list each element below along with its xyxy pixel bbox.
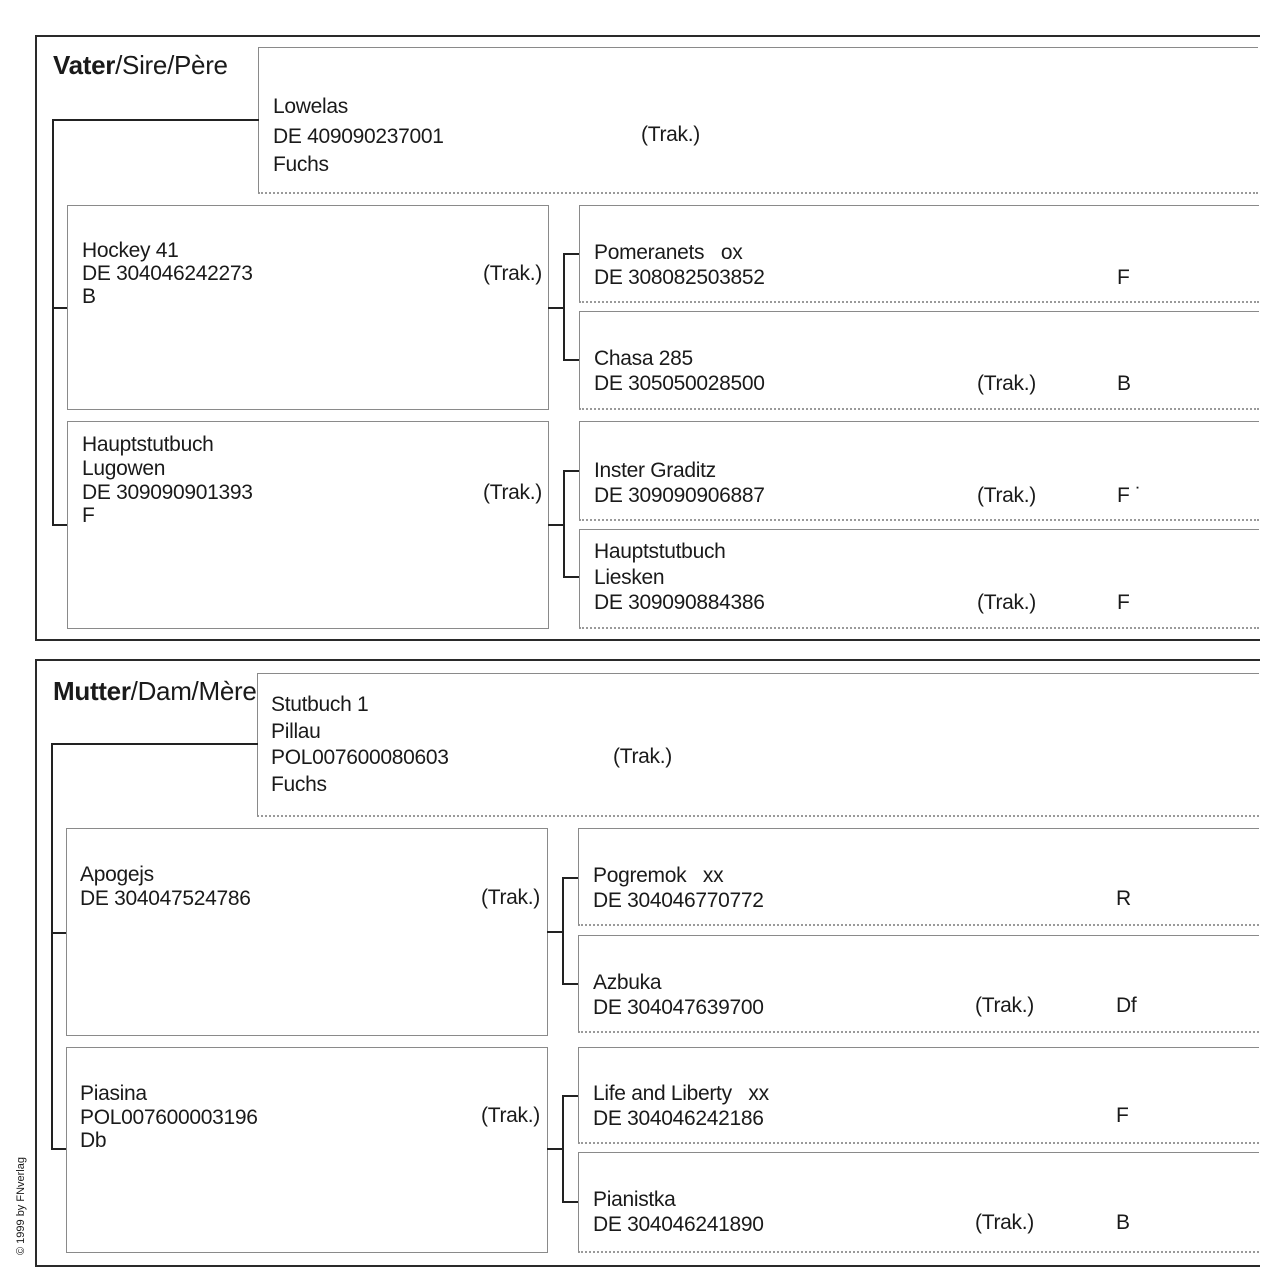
ggp-name: Inster Graditz bbox=[594, 459, 716, 482]
sire-sire-reg: DE 304046242273 bbox=[82, 262, 253, 285]
sire-dam-line2: Lugowen bbox=[82, 457, 166, 480]
ggp-reg: DE 309090884386 bbox=[594, 591, 765, 614]
dam-sire-trak: (Trak.) bbox=[481, 886, 540, 909]
sire-section-title bbox=[53, 50, 228, 80]
ggp-trak: (Trak.) bbox=[975, 1211, 1034, 1234]
ggp-trak: (Trak.) bbox=[977, 372, 1036, 395]
dam-color: Fuchs bbox=[271, 773, 327, 796]
ggp-name: Chasa 285 bbox=[594, 347, 693, 370]
connector bbox=[562, 1095, 564, 1203]
sire-dam-reg: DE 309090901393 bbox=[82, 481, 253, 504]
title-bold: Vater bbox=[53, 50, 116, 80]
dam-dam-box bbox=[66, 1047, 548, 1253]
connector bbox=[51, 743, 53, 1150]
dam-dam-trak: (Trak.) bbox=[481, 1104, 540, 1127]
ggp-color: F ˙ bbox=[1117, 484, 1142, 507]
connector bbox=[562, 1095, 579, 1097]
sire-sire-name: Hockey 41 bbox=[82, 239, 179, 262]
dam-reg: POL007600080603 bbox=[271, 746, 449, 769]
ggp-name: Pianistka bbox=[593, 1188, 676, 1211]
ggp-name: Azbuka bbox=[593, 971, 662, 994]
dam-line1: Stutbuch 1 bbox=[271, 693, 369, 716]
ggp-color: F bbox=[1116, 1104, 1129, 1127]
connector bbox=[52, 119, 259, 121]
ggp-reg: DE 308082503852 bbox=[594, 266, 765, 289]
connector bbox=[51, 743, 258, 745]
connector bbox=[563, 253, 565, 361]
title-rest: /Sire/Père bbox=[115, 50, 228, 80]
connector bbox=[51, 932, 67, 934]
ggp-color: Df bbox=[1116, 994, 1137, 1017]
connector bbox=[562, 877, 579, 879]
dam-dam-reg: POL007600003196 bbox=[80, 1106, 258, 1129]
ggp-reg: DE 304046242186 bbox=[593, 1107, 764, 1130]
dam-trak: (Trak.) bbox=[613, 745, 672, 768]
sire-dam-trak: (Trak.) bbox=[483, 481, 542, 504]
ggp-color: F bbox=[1117, 591, 1130, 614]
connector bbox=[562, 1201, 579, 1203]
ggp-color: R bbox=[1116, 887, 1131, 910]
ggp-color: F bbox=[1117, 266, 1130, 289]
connector bbox=[562, 983, 579, 985]
connector bbox=[563, 470, 565, 578]
ggp-color: B bbox=[1117, 372, 1131, 395]
connector bbox=[563, 253, 580, 255]
connector bbox=[52, 307, 68, 309]
ggp-name: Pogremok xx bbox=[593, 864, 724, 887]
sire-dam-color: F bbox=[82, 504, 95, 527]
ggp-color: B bbox=[1116, 1211, 1130, 1234]
connector bbox=[563, 470, 580, 472]
dam-dam-name: Piasina bbox=[80, 1082, 147, 1105]
ggp-name: Life and Liberty xx bbox=[593, 1082, 769, 1105]
ggp-reg: DE 304046770772 bbox=[593, 889, 764, 912]
dam-section-title bbox=[53, 676, 257, 706]
ggp-reg: DE 309090906887 bbox=[594, 484, 765, 507]
dam-sire-box bbox=[66, 828, 548, 1036]
connector bbox=[563, 576, 580, 578]
copyright-note: © 1999 by FNverlag bbox=[15, 1157, 27, 1255]
connector bbox=[52, 119, 54, 526]
sire-dam-line1: Hauptstutbuch bbox=[82, 433, 214, 456]
dam-sire-reg: DE 304047524786 bbox=[80, 887, 251, 910]
ggp-trak: (Trak.) bbox=[977, 484, 1036, 507]
dam-dam-color: Db bbox=[80, 1129, 107, 1152]
sire-name: Lowelas bbox=[273, 95, 348, 118]
ggp-reg: DE 304047639700 bbox=[593, 996, 764, 1019]
sire-reg: DE 409090237001 bbox=[273, 125, 444, 148]
sire-sire-trak: (Trak.) bbox=[483, 262, 542, 285]
sire-sire-color: B bbox=[82, 285, 96, 308]
sire-sire-box bbox=[67, 205, 549, 410]
ggp-line1: Hauptstutbuch bbox=[594, 540, 726, 563]
dam-name: Pillau bbox=[271, 720, 321, 743]
connector bbox=[51, 1148, 67, 1150]
connector bbox=[562, 877, 564, 985]
title-bold: Mutter bbox=[53, 676, 131, 706]
title-rest: /Dam/Mère bbox=[130, 676, 257, 706]
sire-trak: (Trak.) bbox=[641, 123, 700, 146]
ggp-reg: DE 305050028500 bbox=[594, 372, 765, 395]
dam-sire-name: Apogejs bbox=[80, 863, 154, 886]
sire-box bbox=[258, 47, 1258, 194]
ggp-name: Liesken bbox=[594, 566, 665, 589]
connector bbox=[563, 359, 580, 361]
sire-color: Fuchs bbox=[273, 153, 329, 176]
ggp-name: Pomeranets ox bbox=[594, 241, 743, 264]
ggp-trak: (Trak.) bbox=[977, 591, 1036, 614]
ggp-reg: DE 304046241890 bbox=[593, 1213, 764, 1236]
ggp-trak: (Trak.) bbox=[975, 994, 1034, 1017]
connector bbox=[52, 524, 68, 526]
